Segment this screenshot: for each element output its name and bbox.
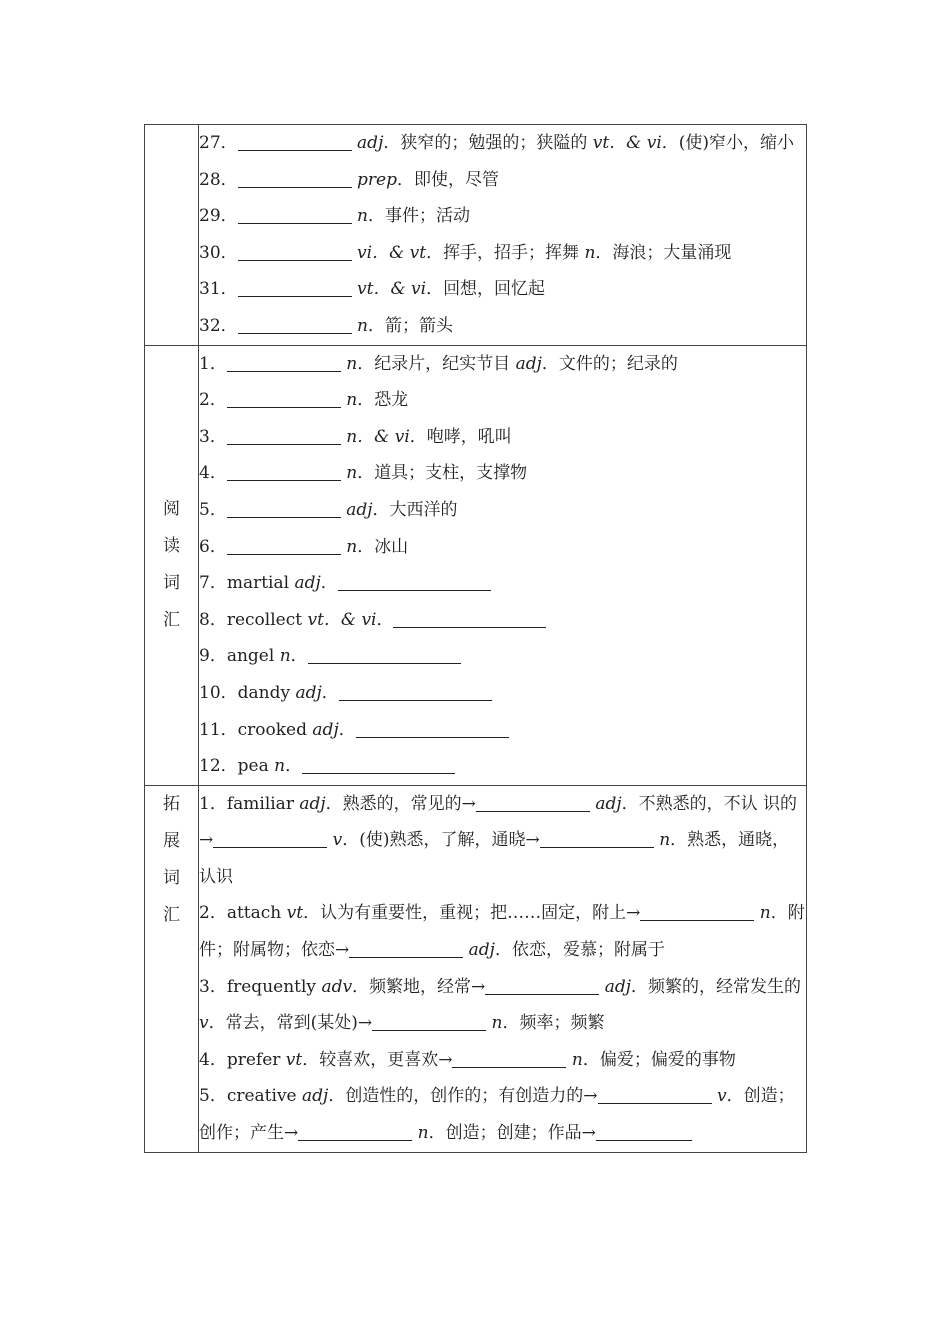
- vocab-line: 27． adj．狭窄的；勉强的；狭隘的 vt．& vi．(使)窄小，缩小: [199, 133, 795, 153]
- vocab-line: 31． vt．& vi．回想，回忆起: [199, 279, 546, 300]
- extended-item: 1．familiar adj．熟悉的，常见的→ adj．不熟悉的，不认 识的→ v．(使)熟悉，了解，通晓→ n．熟悉，通晓，认识: [199, 793, 798, 887]
- answer-blank[interactable]: [238, 206, 352, 224]
- answer-blank[interactable]: [308, 646, 461, 664]
- answer-blank[interactable]: [227, 390, 341, 408]
- answer-blank[interactable]: [485, 977, 599, 995]
- answer-blank[interactable]: [598, 1086, 712, 1104]
- extended-item: 4．prefer vt．较喜欢，更喜欢→ n．偏爱；偏爱的事物: [199, 1049, 736, 1070]
- vocab-line: 32． n．箭；箭头: [199, 315, 453, 336]
- vocab-line: 28． prep．即使，尽管: [199, 169, 499, 190]
- vocab-line: 4． n．道具；支柱，支撑物: [199, 463, 528, 484]
- vocab-line: 3． n．& vi．咆哮，吼叫: [199, 426, 512, 447]
- vocab-line: 8．recollect vt．& vi．: [199, 602, 806, 639]
- answer-blank[interactable]: [227, 500, 341, 518]
- answer-blank[interactable]: [302, 756, 455, 774]
- answer-blank[interactable]: [227, 463, 341, 481]
- answer-blank[interactable]: [356, 720, 509, 738]
- answer-blank[interactable]: [227, 427, 341, 445]
- vocab-line: 1． n．纪录片，纪实节目 adj．文件的；纪录的: [199, 353, 678, 374]
- answer-blank[interactable]: [298, 1123, 412, 1141]
- vocab-line: 11．crooked adj．: [199, 712, 806, 749]
- extended-item: 5．creative adj．创造性的，创作的；有创造力的→ v．创造；创作；产生→ n．创造；创建；作品→: [199, 1086, 795, 1144]
- extended-item: 3．frequently adv．频繁地，经常→ adj．频繁的，经常发生的 v．常去，常到(某处)→ n．频率；频繁: [199, 976, 802, 1034]
- section-label-extended: 拓 展 词 汇: [145, 785, 199, 1152]
- vocab-line: 2． n．恐龙: [199, 390, 409, 411]
- answer-blank[interactable]: [339, 683, 492, 701]
- answer-blank[interactable]: [393, 610, 546, 628]
- section-label-empty: [145, 125, 199, 346]
- answer-blank[interactable]: [227, 354, 341, 372]
- answer-blank[interactable]: [540, 830, 654, 848]
- vocab-line: 29． n．事件；活动: [199, 206, 470, 227]
- answer-blank[interactable]: [349, 940, 463, 958]
- vocab-line: 30． vi．& vt．挥手，招手；挥舞 n．海浪；大量涌现: [199, 242, 732, 263]
- answer-blank[interactable]: [596, 1123, 692, 1141]
- vocab-line: 12．pea n．: [199, 748, 806, 785]
- vocab-table: [144, 124, 807, 1153]
- section-reading-vocab: [145, 345, 807, 785]
- section-content: [199, 125, 807, 346]
- section-label-reading: 阅 读 词 汇: [145, 345, 199, 785]
- vocab-line: 10．dandy adj．: [199, 675, 806, 712]
- extended-item: 2．attach vt．认为有重要性，重视；把……固定，附上→ n．附件；附属物；依恋→ adj．依恋，爱慕；附属于: [199, 903, 805, 961]
- answer-blank[interactable]: [213, 830, 327, 848]
- vocab-line: 7．martial adj．: [199, 565, 806, 602]
- vocab-line: 6． n．冰山: [199, 536, 409, 557]
- answer-blank[interactable]: [238, 279, 352, 297]
- answer-blank[interactable]: [238, 133, 352, 151]
- answer-blank[interactable]: [338, 573, 491, 591]
- answer-blank[interactable]: [238, 170, 352, 188]
- answer-blank[interactable]: [476, 794, 590, 812]
- answer-blank[interactable]: [227, 537, 341, 555]
- answer-blank[interactable]: [372, 1013, 486, 1031]
- vocab-line: 9．angel n．: [199, 638, 806, 675]
- section-content: [199, 345, 807, 785]
- vocab-line: 5． adj．大西洋的: [199, 499, 458, 520]
- section-core-vocab: [145, 125, 807, 346]
- answer-blank[interactable]: [452, 1050, 566, 1068]
- section-content: [199, 785, 807, 1152]
- answer-blank[interactable]: [238, 243, 352, 261]
- answer-blank[interactable]: [640, 903, 754, 921]
- section-extended-vocab: [145, 785, 807, 1152]
- answer-blank[interactable]: [238, 316, 352, 334]
